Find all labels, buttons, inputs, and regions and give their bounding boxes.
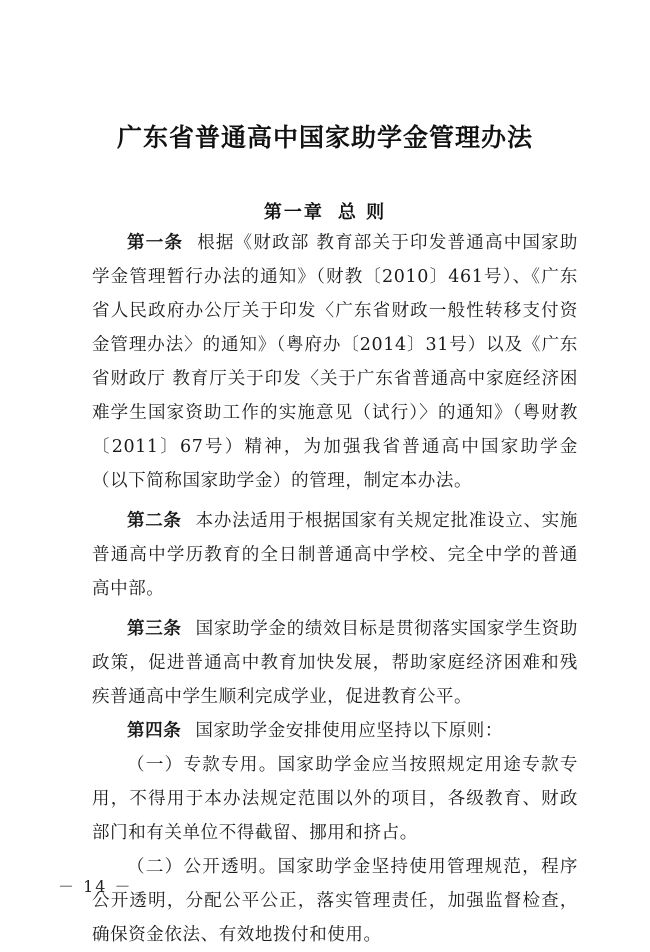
document-body bbox=[92, 226, 578, 952]
document-title: 广东省普通高中国家助学金管理办法 bbox=[116, 123, 533, 152]
article-3 bbox=[92, 612, 578, 714]
article-2 bbox=[92, 504, 578, 606]
article-4 bbox=[92, 714, 578, 748]
article-head: 第三条 bbox=[127, 619, 182, 639]
article-text: 国家助学金安排使用应坚持以下原则： bbox=[195, 721, 504, 741]
article-text: 国家助学金的绩效目标是贯彻落实国家学生资助政策，促进普通高中教育加快发展，帮助家庭经济困难和残疾普通高中学生顺利完成学业，促进教育公平。 bbox=[92, 619, 578, 707]
article-1 bbox=[92, 226, 578, 498]
chapter-name: 总 则 bbox=[337, 202, 387, 223]
article-head: 第一条 bbox=[127, 233, 184, 253]
article-text: 根据《财政部 教育部关于印发普通高中国家助学金管理暂行办法的通知》（财教〔2010〕461号）、《广东省人民政府办公厅关于印发〈广东省财政一般性转移支付资金管理办法〉的通知》（粤府办〔2014〕31号）以及《广东省财政厅 教育厅关于印发〈关于广东省普通高中家庭经济困难学生国家资助工作的实施意见（试行）〉的通知》（粤财教〔2011〕67号）精神，为加强我省普通高中国家助学金（以下简称国家助学金）的管理，制定本办法。 bbox=[92, 233, 578, 491]
chapter-heading bbox=[0, 198, 650, 224]
article-text: 本办法适用于根据国家有关规定批准设立、实施普通高中学历教育的全日制普通高中学校、完全中学的普通高中部。 bbox=[92, 511, 578, 599]
principle-2: （二）公开透明。国家助学金坚持使用管理规范，程序公开透明，分配公平公正，落实管理责任，加强监督检查，确保资金依法、有效地拨付和使用。 bbox=[92, 857, 578, 945]
chapter-label: 第一章 bbox=[263, 202, 324, 223]
page-number: － 14 － bbox=[58, 877, 133, 896]
article-head: 第二条 bbox=[127, 511, 182, 531]
principle-1: （一）专款专用。国家助学金应当按照规定用途专款专用，不得用于本办法规定范围以外的项目，各级教育、财政部门和有关单位不得截留、挪用和挤占。 bbox=[92, 755, 578, 843]
article-head: 第四条 bbox=[127, 721, 182, 741]
